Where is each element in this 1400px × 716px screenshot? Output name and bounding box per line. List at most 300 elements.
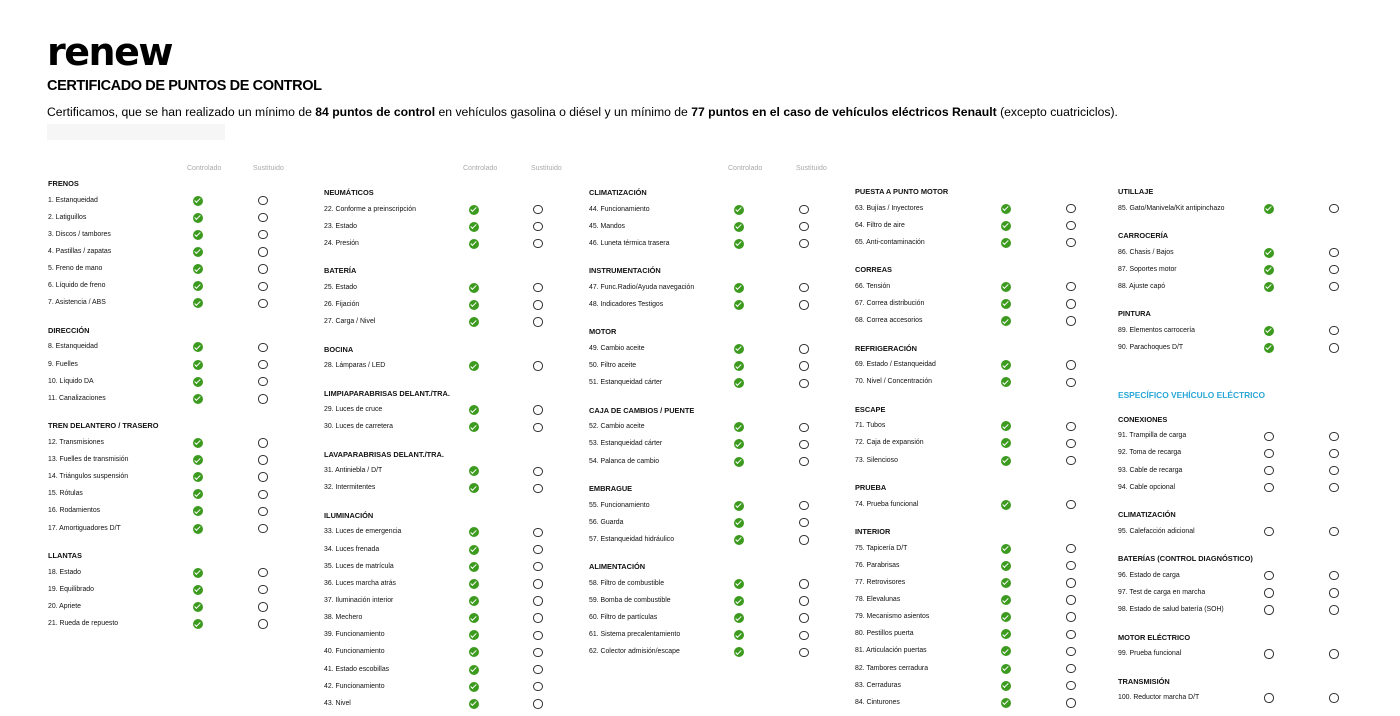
radio-circle-icon[interactable] (799, 596, 808, 605)
radio-circle-icon[interactable] (799, 423, 808, 432)
radio-circle-icon[interactable] (258, 568, 267, 577)
radio-circle-icon[interactable] (258, 507, 267, 516)
intro-bold-1: 84 puntos de control (315, 105, 436, 119)
radio-circle-icon[interactable] (1329, 527, 1338, 536)
intro-part-1: Certificamos, que se han realizado un mínimo de (47, 105, 316, 119)
radio-circle-icon[interactable] (1066, 544, 1075, 553)
radio-circle-icon[interactable] (533, 665, 542, 674)
checklist-item-label: 34. Luces frenada (324, 545, 380, 553)
radio-circle-icon[interactable] (1066, 238, 1075, 247)
radio-circle-icon[interactable] (799, 283, 808, 292)
check-icon (193, 360, 203, 370)
check-icon (1001, 456, 1011, 466)
checklist-item-label: 84. Cinturones (855, 698, 900, 706)
radio-circle-icon[interactable] (258, 360, 267, 369)
radio-circle-icon[interactable] (258, 377, 267, 386)
radio-circle-icon[interactable] (533, 545, 542, 554)
checklist-item-label: 30. Luces de carretera (324, 423, 393, 431)
radio-circle-icon[interactable] (258, 299, 267, 308)
section-title: TRANSMISIÓN (1118, 676, 1170, 686)
checklist-item-label: 24. Presión (324, 239, 359, 247)
radio-circle-icon[interactable] (1329, 265, 1338, 274)
radio-circle-icon[interactable] (533, 205, 542, 214)
check-icon (1001, 377, 1011, 387)
radio-circle-icon[interactable] (1264, 588, 1273, 597)
checklist-item-label: 99. Prueba funcional (1118, 650, 1182, 658)
radio-circle-icon[interactable] (1329, 432, 1338, 441)
check-icon (193, 455, 203, 465)
checklist-item-label: 83. Cerraduras (855, 681, 901, 689)
section-title: BOCINA (324, 344, 354, 354)
checklist-item-label: 79. Mecanismo asientos (855, 613, 930, 621)
radio-circle-icon[interactable] (799, 579, 808, 588)
checklist-item-label: 68. Correa accesorios (855, 317, 923, 325)
faint-divider (47, 124, 225, 140)
section-title: UTILLAJE (1118, 187, 1154, 196)
check-icon (469, 300, 479, 310)
check-icon (193, 342, 203, 352)
check-icon (469, 579, 479, 589)
radio-circle-icon[interactable] (258, 602, 267, 611)
check-icon (734, 647, 744, 657)
check-icon (193, 196, 203, 206)
checklist-item-label: 37. Iluminación interior (324, 597, 394, 604)
radio-circle-icon[interactable] (1264, 483, 1273, 492)
intro-part-3: (excepto cuatriciclos). (996, 105, 1118, 119)
radio-circle-icon[interactable] (533, 631, 542, 640)
check-icon (734, 222, 744, 232)
checklist-item-label: 9. Fuelles (48, 360, 78, 368)
section-title: CLIMATIZACIÓN (589, 188, 647, 197)
checklist-item-label: 53. Estanqueidad cárter (589, 440, 663, 448)
checklist-item-label: 70. Nivel / Concentración (855, 378, 932, 386)
radio-circle-icon[interactable] (1066, 664, 1075, 673)
check-icon (193, 394, 203, 404)
radio-circle-icon[interactable] (258, 394, 267, 403)
radio-circle-icon[interactable] (1066, 561, 1075, 570)
section-title: ALIMENTACIÓN (589, 562, 646, 572)
check-icon (1001, 698, 1011, 708)
radio-circle-icon[interactable] (799, 535, 808, 544)
checklist-item-label: 44. Funcionamiento (589, 205, 650, 213)
radio-circle-icon[interactable] (533, 283, 542, 292)
radio-circle-icon[interactable] (258, 213, 267, 222)
section-title: EMBRAGUE (589, 484, 633, 494)
radio-circle-icon[interactable] (799, 344, 808, 353)
checklist-item-label: 63. Bujías / Inyectores (855, 204, 924, 212)
section-title: NEUMÁTICOS (324, 188, 374, 197)
check-icon (1264, 204, 1274, 214)
check-icon (1001, 316, 1011, 326)
check-icon (1264, 265, 1274, 275)
checklist-item-label: 81. Articulación puertas (855, 647, 927, 655)
section-title: INTERIOR (855, 527, 891, 537)
checklist-item-label: 100. Reductor marcha D/T (1118, 694, 1200, 702)
radio-circle-icon[interactable] (1264, 649, 1273, 658)
section-title: DIRECCIÓN (48, 325, 90, 335)
radio-circle-icon[interactable] (533, 682, 542, 691)
check-icon (193, 213, 203, 223)
checklist-item-label: 2. Latiguillos (48, 213, 87, 221)
check-icon (1001, 500, 1011, 510)
radio-circle-icon[interactable] (533, 596, 542, 605)
radio-circle-icon[interactable] (1329, 248, 1338, 257)
checklist-item-label: 95. Calefacción adicional (1118, 527, 1195, 535)
checklist-item-label: 87. Soportes motor (1118, 265, 1177, 273)
checklist-item-label: 91. Trampilla de carga (1118, 432, 1187, 440)
checklist-item-label: 13. Fuelles de transmisión (48, 456, 129, 463)
checklist-item-label: 4. Pastillas / zapatas (48, 247, 112, 255)
radio-circle-icon[interactable] (533, 317, 542, 326)
radio-circle-icon[interactable] (1264, 466, 1273, 475)
checklist-item-label: 23. Estado (324, 222, 357, 230)
checklist-item-label: 43. Nivel (324, 699, 351, 707)
radio-circle-icon[interactable] (533, 300, 542, 309)
checklist-item-label: 65. Anti-contaminación (855, 238, 925, 246)
radio-circle-icon[interactable] (258, 282, 267, 291)
radio-circle-icon[interactable] (799, 300, 808, 309)
radio-circle-icon[interactable] (533, 613, 542, 622)
radio-circle-icon[interactable] (1066, 439, 1075, 448)
check-icon (1264, 282, 1274, 292)
radio-circle-icon[interactable] (799, 239, 808, 248)
checklist-item-label: 82. Tambores cerradura (855, 664, 929, 672)
section-title: CONEXIONES (1118, 414, 1168, 424)
check-icon (1001, 282, 1011, 292)
checklist-item-label: 73. Silencioso (855, 456, 898, 464)
checklist-item-label: 93. Cable de recarga (1118, 466, 1183, 474)
check-icon (734, 283, 744, 293)
checklist-item-label: 28. Lámparas / LED (324, 362, 386, 370)
radio-circle-icon[interactable] (533, 239, 542, 248)
check-icon (193, 247, 203, 257)
check-icon (734, 518, 744, 528)
radio-circle-icon[interactable] (1264, 605, 1273, 614)
checklist-item-label: 42. Funcionamiento (324, 682, 385, 690)
checklist-item-label: 19. Equilibrado (48, 585, 94, 593)
check-icon (734, 378, 744, 388)
checklist-item-label: 90. Parachoques D/T (1118, 343, 1184, 351)
check-icon (469, 283, 479, 293)
check-icon (469, 545, 479, 555)
radio-circle-icon[interactable] (258, 585, 267, 594)
check-icon (193, 281, 203, 291)
check-icon (469, 630, 479, 640)
checklist-item-label: 29. Luces de cruce (324, 406, 383, 414)
check-icon (1001, 681, 1011, 691)
radio-circle-icon[interactable] (258, 196, 267, 205)
check-icon (1001, 360, 1011, 370)
check-icon (1001, 629, 1011, 639)
checklist-item-label: 57. Estanqueidad hidráulico (589, 535, 675, 543)
radio-circle-icon[interactable] (1066, 681, 1075, 690)
checklist-item-label: 59. Bomba de combustible (589, 597, 671, 604)
checklist-item-label: 74. Prueba funcional (855, 500, 919, 508)
checklist-item-label: 51. Estanqueidad cárter (589, 379, 663, 387)
checklist-item-label: 80. Pestillos puerta (855, 630, 914, 638)
radio-circle-icon[interactable] (258, 230, 267, 239)
checklist-item-label: 89. Elementos carrocería (1118, 326, 1195, 334)
section-title: TREN DELANTERO / TRASERO (48, 421, 159, 431)
check-icon (193, 438, 203, 448)
check-icon (734, 239, 744, 249)
checklist-item-label: 54. Palanca de cambio (589, 457, 660, 465)
radio-circle-icon[interactable] (533, 423, 542, 432)
radio-circle-icon[interactable] (533, 484, 542, 493)
radio-circle-icon[interactable] (533, 699, 542, 708)
checklist-item-label: 58. Filtro de combustible (589, 579, 665, 587)
radio-circle-icon[interactable] (799, 222, 808, 231)
check-icon (469, 483, 479, 493)
document-title: CERTIFICADO DE PUNTOS DE CONTROL (47, 78, 322, 94)
checklist-item-label: 52. Cambio aceite (589, 423, 645, 431)
checklist-item-label: 32. Intermitentes (324, 484, 376, 492)
radio-circle-icon[interactable] (258, 247, 267, 256)
check-icon (1001, 664, 1011, 674)
radio-circle-icon[interactable] (1066, 316, 1075, 325)
radio-circle-icon[interactable] (1066, 647, 1075, 656)
checklist-item-label: 78. Elevalunas (855, 596, 901, 603)
radio-circle-icon[interactable] (1329, 605, 1338, 614)
radio-circle-icon[interactable] (1066, 378, 1075, 387)
checklist-item-label: 35. Luces de matrícula (324, 562, 394, 570)
radio-circle-icon[interactable] (1066, 422, 1075, 431)
check-icon (1264, 326, 1274, 336)
check-icon (469, 361, 479, 371)
radio-circle-icon[interactable] (1066, 282, 1075, 291)
checklist-item-label: 39. Funcionamiento (324, 631, 385, 639)
radio-circle-icon[interactable] (799, 361, 808, 370)
checklist-item-label: 60. Filtro de partículas (589, 614, 658, 622)
radio-circle-icon[interactable] (1329, 204, 1338, 213)
radio-circle-icon[interactable] (1329, 649, 1338, 658)
brand-logo: renew (47, 30, 172, 74)
checklist-item-label: 3. Discos / tambores (48, 230, 111, 238)
radio-circle-icon[interactable] (1329, 571, 1338, 580)
section-title: REFRIGERACIÓN (855, 343, 918, 353)
checklist-item-label: 27. Carga / Nivel (324, 318, 376, 326)
check-icon (734, 344, 744, 354)
check-icon (469, 682, 479, 692)
section-title: CARROCERÍA (1118, 231, 1169, 240)
radio-circle-icon[interactable] (799, 518, 808, 527)
checklist-item-label: 1. Estanqueidad (48, 196, 98, 204)
checklist-item-label: 14. Triángulos suspensión (48, 473, 129, 481)
check-icon (734, 630, 744, 640)
header-controlled: Controlado (463, 165, 498, 172)
check-icon (193, 585, 203, 595)
radio-circle-icon[interactable] (1264, 527, 1273, 536)
radio-circle-icon[interactable] (799, 613, 808, 622)
radio-circle-icon[interactable] (533, 405, 542, 414)
check-icon (193, 506, 203, 516)
section-title: MOTOR ELÉCTRICO (1118, 632, 1191, 642)
radio-circle-icon[interactable] (533, 528, 542, 537)
checklist-item-label: 62. Colector admisión/escape (589, 648, 680, 656)
radio-circle-icon[interactable] (799, 440, 808, 449)
radio-circle-icon[interactable] (533, 467, 542, 476)
check-icon (469, 466, 479, 476)
section-title: FRENOS (48, 179, 79, 188)
checklist-item-label: 88. Ajuste capó (1118, 282, 1166, 290)
radio-circle-icon[interactable] (1066, 360, 1075, 369)
radio-circle-icon[interactable] (799, 379, 808, 388)
checklist-item-label: 48. Indicadores Testigos (589, 300, 664, 308)
radio-circle-icon[interactable] (1066, 595, 1075, 604)
radio-circle-icon[interactable] (1329, 282, 1338, 291)
radio-circle-icon[interactable] (799, 501, 808, 510)
radio-circle-icon[interactable] (258, 343, 267, 352)
section-title: PRUEBA (855, 483, 887, 493)
section-title: INSTRUMENTACIÓN (589, 266, 661, 276)
check-icon (734, 501, 744, 511)
check-icon (193, 230, 203, 240)
checklist-item-label: 72. Caja de expansión (855, 439, 924, 447)
radio-circle-icon[interactable] (1066, 612, 1075, 621)
section-title: BATERÍAS (CONTROL DIAGNÓSTICO) (1118, 554, 1253, 564)
section-title: PUESTA A PUNTO MOTOR (855, 187, 949, 196)
check-icon (1001, 204, 1011, 214)
check-icon (1001, 438, 1011, 448)
check-icon (1264, 248, 1274, 258)
checklist-item-label: 8. Estanqueidad (48, 343, 98, 351)
check-icon (1001, 221, 1011, 231)
checklist-item-label: 33. Luces de emergencia (324, 528, 402, 536)
checklist-item-label: 96. Estado de carga (1118, 571, 1180, 579)
radio-circle-icon[interactable] (533, 648, 542, 657)
checklist-item-label: 67. Correa distribución (855, 299, 925, 307)
checklist-item-label: 86. Chasis / Bajos (1118, 248, 1174, 256)
radio-circle-icon[interactable] (1066, 698, 1075, 707)
checklist-item-label: 71. Tubos (855, 422, 886, 430)
check-icon (734, 457, 744, 467)
radio-circle-icon[interactable] (1329, 449, 1338, 458)
checklist-item-label: 77. Retrovisores (855, 578, 906, 586)
radio-circle-icon[interactable] (258, 455, 267, 464)
checklist-item-label: 15. Rótulas (48, 490, 83, 498)
radio-circle-icon[interactable] (1264, 449, 1273, 458)
radio-circle-icon[interactable] (1329, 343, 1338, 352)
checklist-item-label: 45. Mandos (589, 222, 626, 230)
check-icon (193, 568, 203, 578)
radio-circle-icon[interactable] (1329, 588, 1338, 597)
radio-circle-icon[interactable] (1066, 456, 1075, 465)
checklist-item-label: 20. Apriete (48, 602, 81, 610)
radio-circle-icon[interactable] (258, 619, 267, 628)
check-icon (1001, 299, 1011, 309)
section-title: LLANTAS (48, 551, 82, 561)
checklist-item-label: 92. Toma de recarga (1118, 449, 1182, 457)
section-title: CLIMATIZACIÓN (1118, 510, 1176, 520)
radio-circle-icon[interactable] (799, 457, 808, 466)
check-icon (469, 205, 479, 215)
radio-circle-icon[interactable] (258, 472, 267, 481)
section-title: PINTURA (1118, 309, 1151, 319)
header-controlled: Controlado (187, 165, 222, 172)
check-icon (469, 239, 479, 249)
radio-circle-icon[interactable] (799, 631, 808, 640)
section-title: LAVAPARABRISAS DELANT./TRA. (324, 449, 444, 459)
check-icon (1001, 595, 1011, 605)
check-icon (469, 699, 479, 709)
checklist-item-label: 10. Líquido DA (48, 377, 94, 385)
check-icon (193, 377, 203, 387)
checklist-item-label: 69. Estado / Estanqueidad (855, 361, 936, 369)
checklist-item-label: 75. Tapicería D/T (855, 544, 908, 552)
radio-circle-icon[interactable] (1066, 299, 1075, 308)
radio-circle-icon[interactable] (1329, 693, 1338, 702)
radio-circle-icon[interactable] (1066, 500, 1075, 509)
check-icon (1264, 343, 1274, 353)
checklist-item-label: 12. Transmisiones (48, 438, 104, 446)
section-title: CAJA DE CAMBIOS / PUENTE (589, 405, 695, 415)
checklist-item-label: 22. Conforme a preinscripción (324, 205, 416, 213)
check-icon (1001, 544, 1011, 554)
check-icon (469, 317, 479, 327)
radio-circle-icon[interactable] (533, 222, 542, 231)
checklist-item-label: 26. Fijación (324, 300, 360, 308)
checklist-item-label: 97. Test de carga en marcha (1118, 588, 1206, 596)
section-title: LIMPIAPARABRISAS DELANT./TRA. (324, 388, 450, 398)
header-replaced: Sustituido (796, 165, 827, 172)
checklist-item-label: 76. Parabrisas (855, 561, 900, 569)
check-icon (193, 264, 203, 274)
checklist-item-label: 50. Filtro aceite (589, 362, 637, 370)
check-icon (193, 298, 203, 308)
radio-circle-icon[interactable] (799, 648, 808, 657)
check-icon (469, 596, 479, 606)
checklist-item-label: 38. Mechero (324, 614, 363, 622)
radio-circle-icon[interactable] (1066, 578, 1075, 587)
check-icon (734, 439, 744, 449)
check-icon (734, 535, 744, 545)
radio-circle-icon[interactable] (1329, 483, 1338, 492)
radio-circle-icon[interactable] (1329, 326, 1338, 335)
radio-circle-icon[interactable] (1066, 221, 1075, 230)
radio-circle-icon[interactable] (1329, 466, 1338, 475)
radio-circle-icon[interactable] (1264, 571, 1273, 580)
section-title: MOTOR (589, 327, 617, 337)
radio-circle-icon[interactable] (1066, 204, 1075, 213)
check-icon (1001, 561, 1011, 571)
radio-circle-icon[interactable] (1264, 432, 1273, 441)
radio-circle-icon[interactable] (533, 361, 542, 370)
check-icon (469, 647, 479, 657)
header-replaced: Sustituido (253, 165, 284, 172)
radio-circle-icon[interactable] (258, 264, 267, 273)
checklist-item-label: 47. Func.Radio/Ayuda navegación (589, 283, 695, 291)
section-title: BATERÍA (324, 266, 357, 276)
radio-circle-icon[interactable] (258, 524, 267, 533)
section-title: ESPECÍFICO VEHÍCULO ELÉCTRICO (1118, 390, 1266, 401)
check-icon (469, 613, 479, 623)
radio-circle-icon[interactable] (258, 438, 267, 447)
check-icon (469, 405, 479, 415)
radio-circle-icon[interactable] (1066, 630, 1075, 639)
radio-circle-icon[interactable] (799, 205, 808, 214)
check-icon (734, 300, 744, 310)
radio-circle-icon[interactable] (533, 562, 542, 571)
checklist-item-label: 31. Antiniebla / D/T (324, 467, 383, 475)
checklist-item-label: 66. Tensión (855, 282, 891, 290)
radio-circle-icon[interactable] (1264, 693, 1273, 702)
radio-circle-icon[interactable] (258, 490, 267, 499)
check-icon (1001, 612, 1011, 622)
check-icon (469, 527, 479, 537)
radio-circle-icon[interactable] (533, 579, 542, 588)
checklist-item-label: 7. Asistencia / ABS (48, 299, 106, 307)
checklist-item-label: 25. Estado (324, 283, 357, 291)
